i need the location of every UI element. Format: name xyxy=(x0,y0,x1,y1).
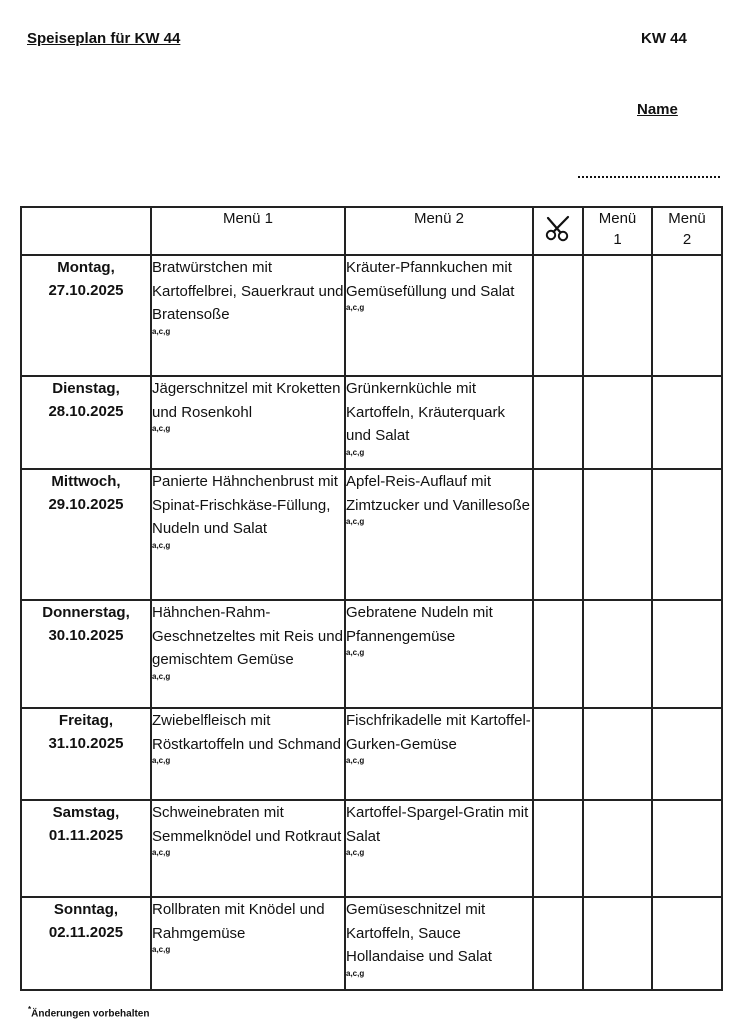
weekday-label: Dienstag, xyxy=(52,380,120,397)
menu2-allergens: a,c,g xyxy=(346,517,365,526)
order-menu2-checkbox[interactable] xyxy=(652,600,722,708)
menu2-cell xyxy=(345,376,533,469)
order-menu1-column-header: Menü 1 xyxy=(583,207,652,255)
menu1-cell xyxy=(151,376,345,469)
menu1-allergens: a,c,g xyxy=(152,756,171,765)
menu1-cell xyxy=(151,897,345,990)
order-menu2-checkbox[interactable] xyxy=(652,376,722,469)
menu1-dish: Zwiebelfleisch mit Röstkartoffeln und Schmand xyxy=(152,712,342,753)
menu2-dish: Gemüseschnitzel mit Kartoffeln, Sauce Hollandaise und Salat xyxy=(346,901,492,965)
table-row xyxy=(21,600,722,708)
menu2-cell xyxy=(345,800,533,897)
menu1-cell xyxy=(151,255,345,376)
day-cell xyxy=(21,469,151,600)
table-header-row xyxy=(21,207,722,255)
order-menu1-checkbox[interactable] xyxy=(583,800,652,897)
table-row xyxy=(21,897,722,990)
menu1-dish: Panierte Hähnchenbrust mit Spinat-Frischkäse-Füllung, Nudeln und Salat xyxy=(152,473,338,537)
menu2-allergens: a,c,g xyxy=(346,756,365,765)
scissors-cell xyxy=(533,469,583,600)
menu1-dish: Rollbraten mit Knödel und Rahmgemüse xyxy=(152,901,325,942)
menu1-cell xyxy=(151,600,345,708)
menu2-allergens: a,c,g xyxy=(346,648,365,657)
menu2-dish: Apfel-Reis-Auflauf mit Zimtzucker und Vanillesoße xyxy=(346,473,530,514)
menu1-dish: Schweinebraten mit Semmelknödel und Rotkraut xyxy=(152,804,342,845)
menu2-allergens: a,c,g xyxy=(346,303,365,312)
order-menu1-checkbox[interactable] xyxy=(583,897,652,990)
weekday-label: Donnerstag, xyxy=(42,604,130,621)
menu1-cell xyxy=(151,469,345,600)
menu1-column-header: Menü 1 xyxy=(151,207,345,255)
menu2-cell xyxy=(345,708,533,800)
table-row xyxy=(21,708,722,800)
menu2-allergens: a,c,g xyxy=(346,447,365,457)
day-cell xyxy=(21,708,151,800)
scissors-icon xyxy=(543,213,573,243)
menu2-dish: Gebratene Nudeln mit Pfannengemüse xyxy=(346,604,493,645)
page-title: Speiseplan für KW 44 xyxy=(27,30,181,47)
scissors-cell xyxy=(533,376,583,469)
menu1-dish: Bratwürstchen mit Kartoffelbrei, Sauerkraut und Bratensoße xyxy=(152,259,344,323)
menu1-allergens: a,c,g xyxy=(152,848,171,857)
order-menu2-checkbox[interactable] xyxy=(652,897,722,990)
menu1-allergens: a,c,g xyxy=(152,540,171,550)
date-label: 29.10.2025 xyxy=(48,496,124,513)
order-menu1-checkbox[interactable] xyxy=(583,376,652,469)
scissors-cell xyxy=(533,255,583,376)
name-label: Name xyxy=(637,101,678,118)
menu1-dish: Hähnchen-Rahm-Geschnetzeltes mit Reis und gemischtem Gemüse xyxy=(152,604,343,668)
scissors-cell xyxy=(533,800,583,897)
menu-table xyxy=(20,206,723,991)
scissors-cell xyxy=(533,600,583,708)
menu2-cell xyxy=(345,255,533,376)
day-column-header xyxy=(21,207,151,255)
weekday-label: Mittwoch, xyxy=(51,473,121,490)
menu2-column-header: Menü 2 xyxy=(345,207,533,255)
day-cell xyxy=(21,800,151,897)
menu2-cell xyxy=(345,600,533,708)
menu1-cell xyxy=(151,800,345,897)
order-menu2-checkbox[interactable] xyxy=(652,255,722,376)
name-input-line[interactable] xyxy=(578,176,720,178)
menu2-dish: Fischfrikadelle mit Kartoffel-Gurken-Gemüse xyxy=(346,712,531,753)
menu2-cell xyxy=(345,897,533,990)
weekday-label: Samstag, xyxy=(52,804,120,821)
date-label: 31.10.2025 xyxy=(48,735,124,752)
day-cell xyxy=(21,255,151,376)
weekday-label: Sonntag, xyxy=(53,901,119,918)
order-menu1-checkbox[interactable] xyxy=(583,255,652,376)
order-menu1-checkbox[interactable] xyxy=(583,600,652,708)
menu1-cell xyxy=(151,708,345,800)
table-row xyxy=(21,800,722,897)
scissors-cell xyxy=(533,897,583,990)
order-menu2-checkbox[interactable] xyxy=(652,469,722,600)
menu2-allergens: a,c,g xyxy=(346,848,365,857)
day-cell xyxy=(21,376,151,469)
menu1-dish: Jägerschnitzel mit Kroketten und Rosenkohl xyxy=(152,380,341,421)
scissors-column-header xyxy=(533,207,583,255)
order-menu2-column-header: Menü 2 xyxy=(652,207,722,255)
table-row xyxy=(21,469,722,600)
date-label: 28.10.2025 xyxy=(48,403,124,420)
menu1-allergens: a,c,g xyxy=(152,424,171,433)
date-label: 01.11.2025 xyxy=(48,827,124,844)
table-row xyxy=(21,255,722,376)
day-cell xyxy=(21,600,151,708)
menu2-dish: Kartoffel-Spargel-Gratin mit Salat xyxy=(346,804,529,845)
menu2-dish: Grünkernküchle mit Kartoffeln, Kräuterquark und Salat xyxy=(346,380,505,444)
footnote: *Änderungen vorbehalten xyxy=(28,1005,150,1020)
week-label: KW 44 xyxy=(641,30,687,47)
order-menu2-checkbox[interactable] xyxy=(652,708,722,800)
table-row xyxy=(21,376,722,469)
menu2-cell xyxy=(345,469,533,600)
order-menu2-checkbox[interactable] xyxy=(652,800,722,897)
date-label: 02.11.2025 xyxy=(48,924,124,941)
menu2-dish: Kräuter-Pfannkuchen mit Gemüsefüllung und Salat xyxy=(346,259,515,300)
scissors-cell xyxy=(533,708,583,800)
date-label: 30.10.2025 xyxy=(48,627,124,644)
order-menu1-checkbox[interactable] xyxy=(583,708,652,800)
weekday-label: Freitag, xyxy=(58,712,114,729)
menu1-allergens: a,c,g xyxy=(152,326,171,336)
weekday-label: Montag, xyxy=(57,259,115,276)
day-cell xyxy=(21,897,151,990)
menu1-allergens: a,c,g xyxy=(152,671,171,681)
date-label: 27.10.2025 xyxy=(48,282,124,299)
order-menu1-checkbox[interactable] xyxy=(583,469,652,600)
menu1-allergens: a,c,g xyxy=(152,945,171,954)
menu2-allergens: a,c,g xyxy=(346,968,365,978)
